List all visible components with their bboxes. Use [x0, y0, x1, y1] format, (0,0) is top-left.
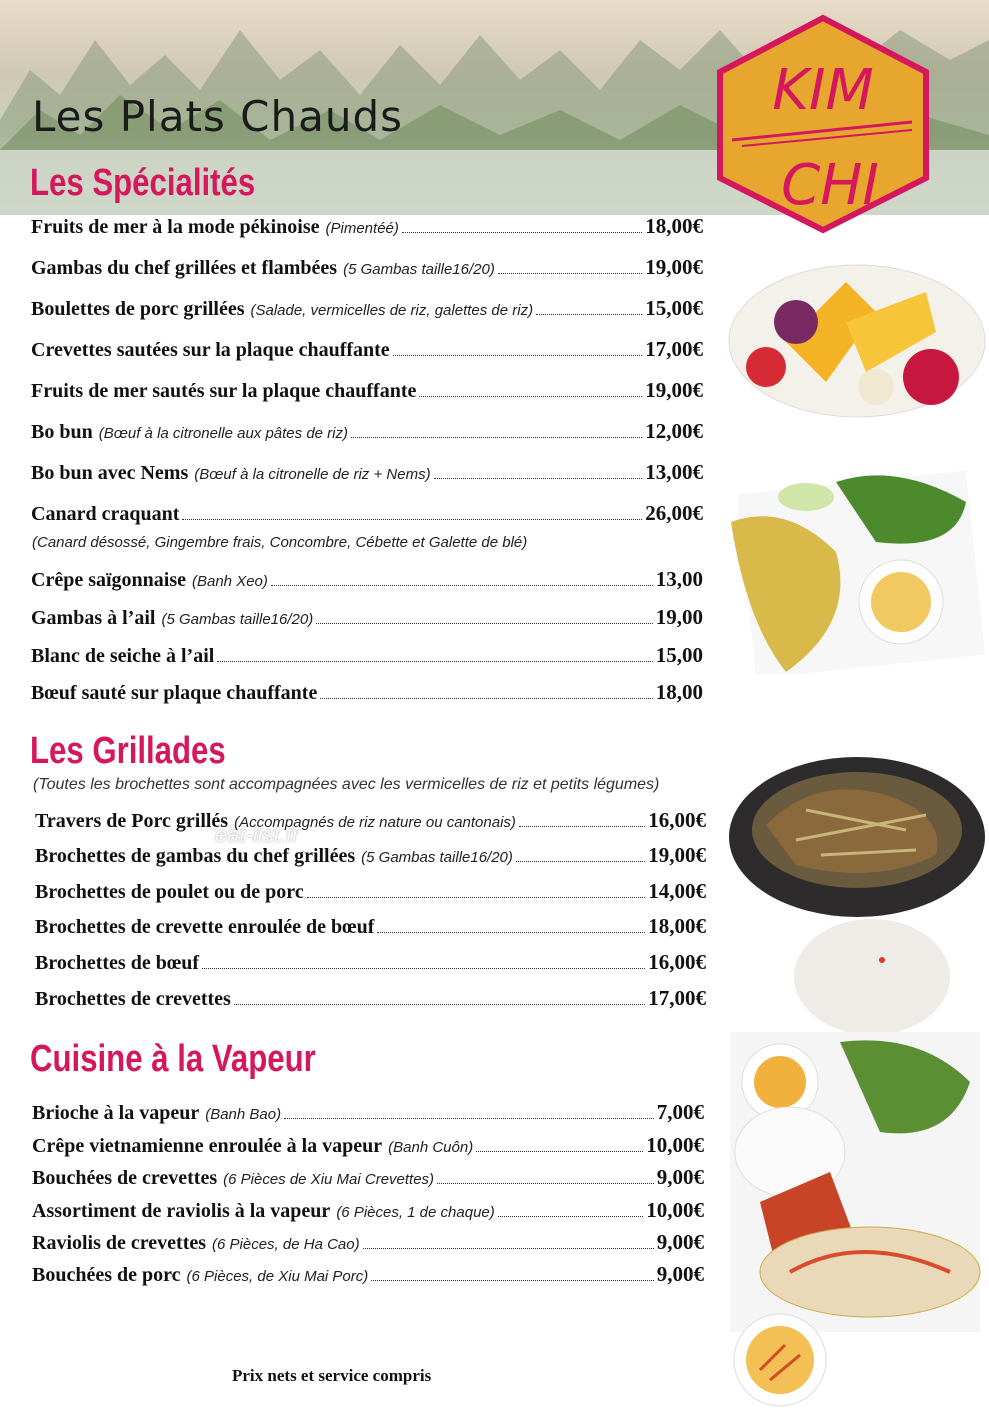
- menu-item-name: Bo bun avec Nems: [31, 462, 189, 484]
- dot-leader: [498, 1216, 644, 1217]
- footer-note: Prix nets et service compris: [232, 1366, 432, 1385]
- menu-item-note: (6 Pièces, de Xiu Mai Porc): [186, 1268, 369, 1285]
- menu-item: [31, 419, 703, 444]
- menu-item-note: (Banh Bao): [205, 1106, 282, 1123]
- menu-item-note: (Bœuf à la citronelle de riz + Nems): [194, 466, 431, 483]
- menu-item-price: 19,00€: [645, 255, 703, 279]
- dot-leader: [377, 932, 645, 933]
- menu-item-name: Crevettes sautées sur la plaque chauffante: [31, 339, 390, 361]
- menu-item-price: 15,00: [655, 643, 703, 667]
- menu-item-name: Bouchées de crevettes: [32, 1167, 218, 1189]
- menu-item: [31, 296, 703, 321]
- menu-item: [31, 337, 703, 362]
- dot-leader: [351, 437, 642, 438]
- dot-leader: [371, 1280, 653, 1281]
- menu-item: [35, 879, 706, 904]
- dot-leader: [402, 232, 642, 233]
- menu-item: [32, 1230, 704, 1255]
- dot-leader: [476, 1151, 643, 1152]
- kim-chi-logo: [712, 14, 934, 234]
- menu-item-price: 18,00€: [648, 914, 706, 938]
- menu-item: [35, 843, 706, 868]
- menu-item-name: Assortiment de raviolis à la vapeur: [32, 1200, 331, 1222]
- menu-item: [32, 1165, 704, 1190]
- menu-item-price: 7,00€: [656, 1100, 704, 1124]
- menu-item: [35, 950, 706, 975]
- dot-leader: [202, 968, 645, 969]
- menu-item-price: 15,00€: [645, 296, 703, 320]
- menu-item-price: 19,00: [655, 605, 703, 629]
- menu-item-price: 10,00€: [646, 1198, 704, 1222]
- menu-item-name: Bœuf sauté sur plaque chauffante: [31, 682, 318, 704]
- section-title-specialites: Les Spécialités: [30, 162, 256, 204]
- menu-item: [31, 501, 703, 526]
- menu-item: [31, 214, 703, 239]
- menu-item-note: (Pimentéé): [325, 220, 399, 237]
- menu-item-price: 9,00€: [656, 1165, 704, 1189]
- dot-leader: [217, 661, 652, 662]
- menu-item-name: Brochettes de crevette enroulée de bœuf: [35, 916, 375, 938]
- menu-item-note: (5 Gambas taille16/20): [343, 261, 495, 278]
- menu-item-name: Boulettes de porc grillées: [31, 298, 245, 320]
- menu-item-price: 9,00€: [656, 1230, 704, 1254]
- dot-leader: [434, 478, 643, 479]
- menu-item-note: (6 Pièces, de Ha Cao): [212, 1236, 360, 1253]
- fruit-salad-photo: [726, 262, 988, 420]
- menu-item: [31, 605, 703, 630]
- menu-item-name: Bo bun: [31, 421, 93, 443]
- menu-item-name: Brochettes de poulet ou de porc: [35, 881, 304, 903]
- canard-note: (Canard désossé, Gingembre frais, Concombre, Cébette et Galette de blé): [32, 534, 528, 551]
- menu-item-name: Blanc de seiche à l’ail: [31, 645, 215, 667]
- menu-item: [31, 680, 703, 705]
- svg-text:CHI: CHI: [781, 153, 879, 218]
- dot-leader: [316, 623, 653, 624]
- menu-item-price: 9,00€: [656, 1262, 704, 1286]
- menu-item: [32, 1100, 704, 1125]
- menu-item: [35, 986, 706, 1011]
- menu-item-name: Raviolis de crevettes: [32, 1232, 207, 1254]
- dipping-sauce-photo: [730, 1310, 830, 1410]
- menu-item-price: 13,00€: [645, 460, 703, 484]
- menu-item-note: (Accompagnés de riz nature ou cantonais): [234, 814, 516, 831]
- menu-item-name: Brioche à la vapeur: [32, 1102, 200, 1124]
- menu-item: [31, 460, 703, 485]
- menu-item-price: 18,00€: [645, 214, 703, 238]
- menu-item-note: (6 Pièces de Xiu Mai Crevettes): [223, 1171, 435, 1188]
- section-title-grillades: Les Grillades: [30, 730, 226, 772]
- menu-item-price: 12,00€: [645, 419, 703, 443]
- menu-item-name: Fruits de mer à la mode pékinoise: [31, 216, 320, 238]
- menu-item-name: Bouchées de porc: [32, 1264, 181, 1286]
- dot-leader: [536, 314, 642, 315]
- grillades-note: (Toutes les brochettes sont accompagnées avec les vermicelles de riz et petits légumes): [33, 776, 660, 793]
- menu-item-name: Brochettes de bœuf: [35, 952, 200, 974]
- banh-xeo-photo: [726, 462, 986, 674]
- menu-item: [32, 1198, 704, 1223]
- dot-leader: [271, 585, 653, 586]
- menu-item-name: Travers de Porc grillés: [35, 810, 229, 832]
- dot-leader: [393, 355, 643, 356]
- menu-item-price: 19,00€: [645, 378, 703, 402]
- menu-item-name: Brochettes de gambas du chef grillées: [35, 845, 356, 867]
- menu-item-price: 14,00€: [648, 879, 706, 903]
- menu-item-price: 10,00€: [646, 1133, 704, 1157]
- menu-item-note: (Banh Xeo): [192, 573, 268, 590]
- menu-item-name: Brochettes de crevettes: [35, 988, 231, 1010]
- menu-item-price: 19,00€: [648, 843, 706, 867]
- menu-item-name: Gambas du chef grillées et flambées: [31, 257, 338, 279]
- dot-leader: [516, 861, 645, 862]
- menu-item-price: 17,00€: [645, 337, 703, 361]
- svg-text:KIM: KIM: [772, 58, 874, 123]
- menu-item: [31, 567, 703, 592]
- page-title: Les Plats Chauds: [32, 92, 404, 141]
- grill-plate-photo: [726, 755, 988, 920]
- menu-item-price: 17,00€: [648, 986, 706, 1010]
- menu-item-note: (6 Pièces, 1 de chaque): [336, 1204, 495, 1221]
- menu-item-price: 13,00: [655, 567, 703, 591]
- menu-item-name: Fruits de mer sautés sur la plaque chauffante: [31, 380, 417, 402]
- menu-item-note: (5 Gambas taille16/20): [361, 849, 513, 866]
- menu-item: [32, 1262, 704, 1287]
- menu-item-note: (Bœuf à la citronelle aux pâtes de riz): [98, 425, 348, 442]
- dot-leader: [234, 1004, 645, 1005]
- dot-leader: [284, 1118, 654, 1119]
- dot-leader: [320, 698, 652, 699]
- menu-item: [31, 378, 703, 403]
- menu-item: [35, 808, 706, 833]
- menu-item: [31, 255, 703, 280]
- menu-item-price: 16,00€: [648, 950, 706, 974]
- dot-leader: [498, 273, 642, 274]
- dot-leader: [363, 1248, 654, 1249]
- steamed-bun-photo: [790, 915, 955, 1035]
- menu-item-note: (5 Gambas taille16/20): [161, 611, 314, 628]
- dot-leader: [419, 396, 642, 397]
- dot-leader: [519, 826, 645, 827]
- menu-item-name: Crêpe saïgonnaise: [31, 569, 186, 591]
- menu-item: [31, 643, 703, 668]
- menu-item-price: 16,00€: [648, 808, 706, 832]
- menu-item-name: Canard craquant: [31, 503, 180, 525]
- watermark: eat-list.fr: [215, 822, 300, 847]
- dot-leader: [437, 1183, 654, 1184]
- menu-item-name: Crêpe vietnamienne enroulée à la vapeur: [32, 1135, 383, 1157]
- menu-item-price: 26,00€: [645, 501, 703, 525]
- dot-leader: [307, 897, 646, 898]
- menu-item-note: (Banh Cuôn): [388, 1139, 474, 1156]
- dot-leader: [182, 519, 642, 520]
- menu-item: [32, 1133, 704, 1158]
- menu-item: [35, 914, 706, 939]
- menu-item-price: 18,00: [655, 680, 703, 704]
- section-title-vapeur: Cuisine à la Vapeur: [30, 1038, 316, 1080]
- menu-item-name: Gambas à l’ail: [31, 607, 156, 629]
- menu-item-note: (Salade, vermicelles de riz, galettes de riz): [250, 302, 534, 319]
- mixed-plate-photo: [720, 1022, 988, 1340]
